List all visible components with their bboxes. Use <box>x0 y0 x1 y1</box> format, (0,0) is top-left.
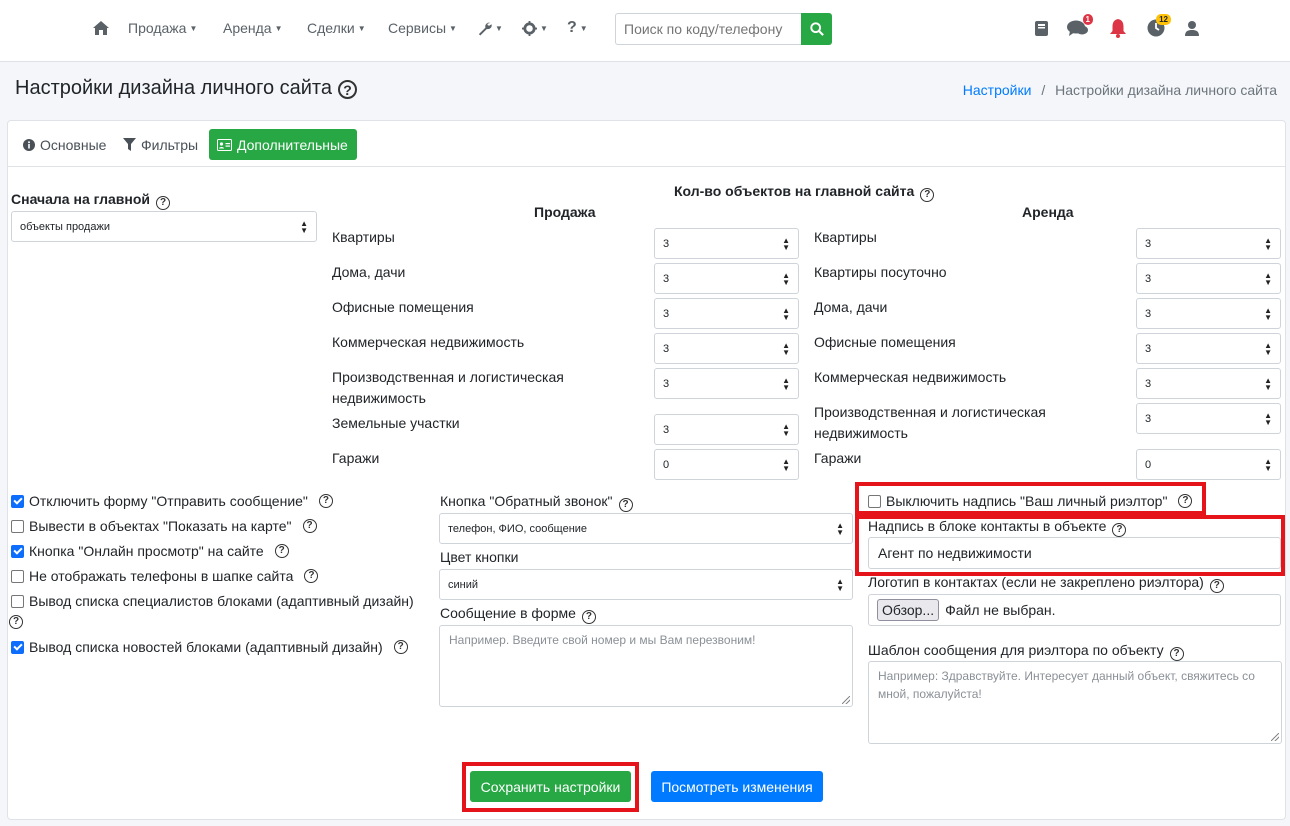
checkbox-control[interactable] <box>11 520 24 533</box>
select-arrows-icon: ▲ ▼ <box>1264 375 1272 392</box>
help-icon[interactable]: ? <box>582 610 596 624</box>
sale-count-select[interactable] <box>654 263 799 294</box>
input-value: Агент по недвижимости <box>878 545 1032 561</box>
sale-count-select[interactable] <box>654 368 799 399</box>
callback-label-text: Кнопка "Обратный звонок" <box>440 493 613 509</box>
checkbox-label: Выключить надпись "Ваш личный риэлтор" <box>886 493 1168 509</box>
sale-count-select[interactable] <box>654 414 799 445</box>
help-icon[interactable]: ? <box>9 615 23 629</box>
gear-icon <box>522 21 537 36</box>
select-arrows-icon: ▲ ▼ <box>782 305 790 322</box>
nav-menu-sale-label: Продажа <box>128 20 187 36</box>
checkbox-label: Вывод списка специалистов блоками (адаптивный дизайн) <box>29 593 414 609</box>
sale-row-label: Дома, дачи <box>332 264 406 280</box>
nav-menu-rent[interactable] <box>223 18 283 38</box>
sale-row-label: Гаражи <box>332 450 380 466</box>
select-value: 3 <box>1145 272 1152 285</box>
select-value: 3 <box>663 237 670 250</box>
breadcrumb-settings-link[interactable]: Настройки <box>962 82 1032 98</box>
checkbox-control[interactable] <box>11 595 24 608</box>
rent-count-select[interactable] <box>1136 263 1281 294</box>
callback-label <box>440 491 633 512</box>
resize-grip-icon[interactable] <box>1271 733 1279 741</box>
select-value: 3 <box>1145 307 1152 320</box>
nav-menu-deals-label: Сделки <box>307 20 355 36</box>
breadcrumb-current: Настройки дизайна личного сайта <box>1055 82 1277 98</box>
bell-icon[interactable] <box>1105 16 1131 40</box>
checkbox-label: Кнопка "Онлайн просмотр" на сайте <box>29 543 264 559</box>
select-arrows-icon: ▲ ▼ <box>1264 456 1272 473</box>
select-value: 3 <box>663 423 670 436</box>
help-icon[interactable]: ? <box>156 196 170 210</box>
tab-filters[interactable] <box>115 129 206 160</box>
checkbox-control[interactable] <box>11 641 24 654</box>
rent-count-select[interactable] <box>1136 403 1281 434</box>
form-message-textarea[interactable] <box>439 625 853 707</box>
nav-menu-rent-label: Аренда <box>223 20 272 36</box>
checkbox-online-view[interactable] <box>11 541 289 561</box>
rent-row-label: Офисные помещения <box>814 334 956 350</box>
checkbox-specialists-blocks[interactable] <box>11 591 414 611</box>
select-value: телефон, ФИО, сообщение <box>448 522 588 535</box>
caret-down-icon: ▼ <box>357 23 366 33</box>
rent-count-select[interactable] <box>1136 449 1281 480</box>
filter-icon <box>123 138 136 151</box>
checkbox-control[interactable] <box>11 570 24 583</box>
sale-count-select[interactable] <box>654 449 799 480</box>
help-icon[interactable]: ? <box>304 569 318 583</box>
help-icon[interactable]: ? <box>275 544 289 558</box>
select-arrows-icon: ▲ ▼ <box>782 235 790 252</box>
rent-row-label: Коммерческая недвижимость <box>814 369 1007 385</box>
help-icon[interactable]: ? <box>1170 647 1184 661</box>
callback-fields-select[interactable] <box>439 513 853 544</box>
browse-button[interactable]: Обзор... <box>877 599 939 621</box>
sale-row-label-line2: недвижимость <box>332 390 426 406</box>
select-value: 3 <box>1145 342 1152 355</box>
button-color-label: Цвет кнопки <box>440 549 519 565</box>
select-value: 3 <box>663 377 670 390</box>
id-card-icon <box>217 139 232 151</box>
select-arrows-icon: ▲ ▼ <box>1264 340 1272 357</box>
nav-menu-services[interactable] <box>388 18 457 38</box>
preview-changes-button[interactable]: Посмотреть изменения <box>651 771 823 802</box>
home-icon[interactable] <box>88 16 114 40</box>
clock-icon[interactable] <box>1143 16 1169 40</box>
textarea-placeholder: Например: Здравствуйте. Интересует данный объект, свяжитесь со мной, пожалуйста! <box>878 669 1255 701</box>
first-on-main-select[interactable] <box>11 211 317 242</box>
select-value: 3 <box>663 342 670 355</box>
logo-label <box>868 572 1224 593</box>
rent-row-label-line2: недвижимость <box>814 425 908 441</box>
caret-down-icon: ▼ <box>540 23 548 33</box>
checkbox-news-blocks[interactable] <box>11 637 408 657</box>
checkbox-show-on-map[interactable] <box>11 516 317 536</box>
select-value: 3 <box>1145 237 1152 250</box>
form-message-label-text: Сообщение в форме <box>440 605 576 621</box>
checkbox-label: Вывести в объектах "Показать на карте" <box>29 518 292 534</box>
select-arrows-icon: ▲ ▼ <box>1264 305 1272 322</box>
messages-badge: 1 <box>1083 14 1093 25</box>
chat-icon[interactable] <box>1065 16 1091 40</box>
tab-filters-label: Фильтры <box>141 136 199 153</box>
first-on-main-select-value: объекты продажи <box>20 220 110 233</box>
wrench-icon <box>477 21 492 36</box>
tasks-badge: 12 <box>1156 14 1171 25</box>
help-icon[interactable]: ? <box>303 519 317 533</box>
textarea-placeholder: Например. Введите свой номер и мы Вам перезвоним! <box>449 633 756 647</box>
checkbox-control[interactable] <box>11 545 24 558</box>
sale-row-label: Коммерческая недвижимость <box>332 334 525 350</box>
first-on-main-label <box>11 189 170 210</box>
caret-down-icon: ▼ <box>189 23 198 33</box>
sale-row-label: Офисные помещения <box>332 299 474 315</box>
logo-file-input <box>868 594 1281 626</box>
sale-row-label: Квартиры <box>332 229 395 245</box>
checkbox-label: Не отображать телефоны в шапке сайта <box>29 568 294 584</box>
user-icon[interactable] <box>1179 16 1205 40</box>
select-value: 3 <box>663 307 670 320</box>
template-label <box>868 640 1184 661</box>
question-icon: ? <box>567 19 577 36</box>
checkbox-disable-send-form[interactable] <box>11 491 333 511</box>
help-icon[interactable]: ? <box>319 494 333 508</box>
tab-extra-label: Дополнительные <box>237 136 348 153</box>
resize-grip-icon[interactable] <box>842 696 850 704</box>
tab-basic[interactable] <box>15 129 114 160</box>
help-icon[interactable]: ? <box>920 188 934 202</box>
select-arrows-icon: ▲ ▼ <box>782 340 790 357</box>
sale-count-select[interactable] <box>654 228 799 259</box>
checkbox-label: Вывод списка новостей блоками (адаптивный дизайн) <box>29 639 383 655</box>
highlight-box <box>855 482 1206 515</box>
caret-down-icon: ▼ <box>495 23 503 33</box>
rent-row-label: Квартиры <box>814 229 877 245</box>
select-value: 3 <box>1145 377 1152 390</box>
select-value: 3 <box>1145 412 1152 425</box>
rent-header: Аренда <box>1022 204 1074 220</box>
select-value: 0 <box>663 458 670 471</box>
rent-row-label: Дома, дачи <box>814 299 888 315</box>
nav-menu-sale[interactable] <box>128 18 197 38</box>
select-arrows-icon: ▲ ▼ <box>782 270 790 287</box>
sale-row-label: Производственная и логистическая <box>332 369 564 385</box>
tab-basic-label: Основные <box>40 136 107 153</box>
select-value: 3 <box>663 272 670 285</box>
nav-menu-help[interactable] <box>567 18 588 38</box>
select-arrows-icon: ▲ ▼ <box>782 456 790 473</box>
nav-menu-settings[interactable] <box>522 18 548 38</box>
select-value: 0 <box>1145 458 1152 471</box>
tab-extra[interactable] <box>209 129 357 160</box>
search-icon <box>810 22 824 36</box>
rent-count-select[interactable] <box>1136 228 1281 259</box>
select-arrows-icon: ▲ ▼ <box>836 576 844 593</box>
checkbox-hide-phones[interactable] <box>11 566 318 586</box>
select-arrows-icon: ▲ ▼ <box>782 421 790 438</box>
search-form <box>615 13 832 45</box>
help-icon[interactable]: ? <box>394 640 408 654</box>
sale-row-label: Земельные участки <box>332 415 460 431</box>
top-navbar <box>0 0 1290 62</box>
select-arrows-icon: ▲ ▼ <box>836 520 844 537</box>
rent-row-label: Квартиры посуточно <box>814 264 947 280</box>
nav-menu-tools[interactable] <box>477 18 503 38</box>
search-button[interactable] <box>801 13 832 45</box>
caret-down-icon: ▼ <box>274 23 283 33</box>
sale-count-select[interactable] <box>654 298 799 329</box>
save-settings-button[interactable]: Сохранить настройки <box>470 771 631 802</box>
book-icon[interactable] <box>1028 16 1054 40</box>
help-icon[interactable]: ? <box>1112 523 1126 537</box>
nav-menu-services-label: Сервисы <box>388 20 447 36</box>
counts-title <box>674 181 934 202</box>
rent-count-select[interactable] <box>1136 368 1281 399</box>
info-icon <box>23 139 35 151</box>
highlight-box <box>462 762 639 812</box>
logo-label-text: Логотип в контактах (если не закреплено риэлтора) <box>868 574 1204 590</box>
checkbox-label: Отключить форму "Отправить сообщение" <box>29 493 308 509</box>
rent-row-label: Гаражи <box>814 450 862 466</box>
help-icon[interactable]: ? <box>619 498 633 512</box>
counts-title-text: Кол-во объектов на главной сайта <box>674 183 915 199</box>
template-label-text: Шаблон сообщения для риэлтора по объекту <box>868 642 1164 658</box>
sale-count-select[interactable] <box>654 333 799 364</box>
help-icon[interactable]: ? <box>1178 494 1192 508</box>
caret-down-icon: ▼ <box>449 23 457 33</box>
first-on-main-label-text: Сначала на главной <box>11 191 151 207</box>
select-arrows-icon: ▲ ▼ <box>1264 235 1272 252</box>
page-title <box>15 77 357 100</box>
rent-count-select[interactable] <box>1136 333 1281 364</box>
select-arrows-icon: ▲ ▼ <box>300 218 308 235</box>
nav-menu-deals[interactable] <box>307 18 366 38</box>
help-icon[interactable]: ? <box>1210 579 1224 593</box>
select-value: синий <box>448 578 479 591</box>
rent-row-label: Производственная и логистическая <box>814 404 1046 420</box>
rent-count-select[interactable] <box>1136 298 1281 329</box>
help-icon[interactable]: ? <box>338 80 357 99</box>
checkbox-control[interactable] <box>11 495 24 508</box>
file-status: Файл не выбран. <box>945 602 1056 618</box>
select-arrows-icon: ▲ ▼ <box>1264 410 1272 427</box>
search-input[interactable] <box>615 13 801 45</box>
form-message-label <box>440 603 596 624</box>
contacts-caption-label-text: Надпись в блоке контакты в объекте <box>868 518 1107 534</box>
breadcrumb-separator: / <box>1041 82 1046 98</box>
select-arrows-icon: ▲ ▼ <box>1264 270 1272 287</box>
template-textarea[interactable] <box>868 661 1282 744</box>
sale-header: Продажа <box>534 204 596 220</box>
caret-down-icon: ▼ <box>579 23 588 33</box>
select-arrows-icon: ▲ ▼ <box>782 375 790 392</box>
breadcrumb <box>963 82 1277 98</box>
button-color-select[interactable] <box>439 569 853 600</box>
page-title-text: Настройки дизайна личного сайта <box>15 77 332 99</box>
highlight-box <box>855 515 1285 576</box>
